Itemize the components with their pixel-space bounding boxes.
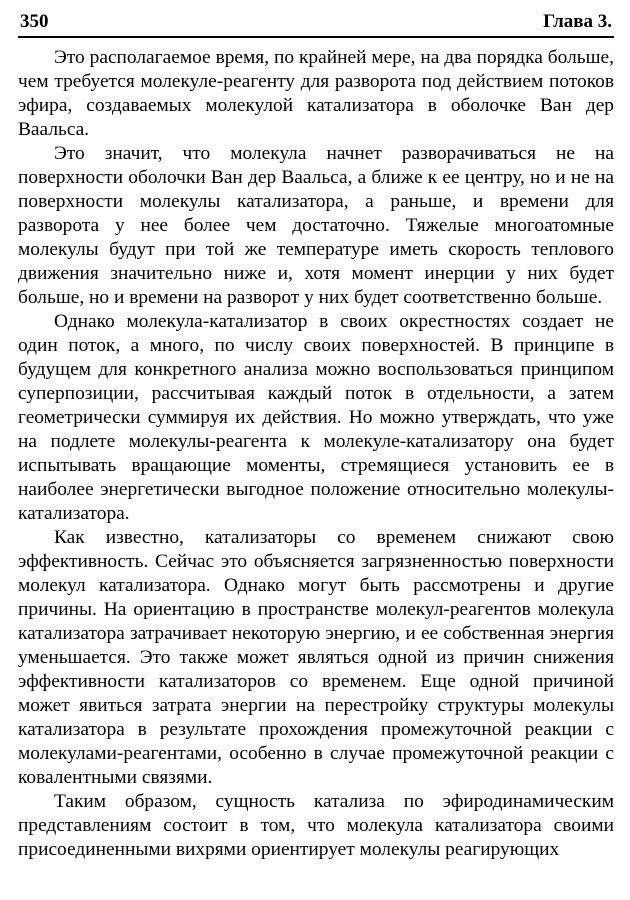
- running-header: [18, 10, 614, 38]
- paragraph-4: Как известно, катализаторы со временем снижают свою эффективность. Сейчас это объясняется загрязненностью поверхности молекул катализатора. Однако могут быть рассмотрены и другие причины. На ориентацию в пространстве молекул-реагентов молекула катализатора затрачивает некоторую энергию, и ее собственная энергия уменьшается. Это также может являться одной из причин снижения эффективности катализаторов со временем. Еще одной причиной может явиться затрата энергии на перестройку структуры молекулы катализатора в результате прохождения промежуточной реакции с молекулами-реагентами, особенно в случае промежуточной реакции с ковалентными связями.: [18, 527, 614, 788]
- paragraph-2: Это значит, что молекула начнет разворачиваться не на поверхности оболочки Ван дер Ваальса, а ближе к ее центру, но и не на поверхности молекулы катализатора, а раньше, и времени для разворота у нее более чем достаточно. Тяжелые многоатомные молекулы будут при той же температуре иметь скорость теплового движения значительно ниже и, хотя момент инерции у них будет больше, но и времени на разворот у них будет соответственно больше.: [18, 143, 614, 308]
- body-text: [18, 46, 614, 862]
- chapter-title: Глава 3.: [543, 11, 612, 32]
- paragraph-1: Это располагаемое время, по крайней мере, на два порядка больше, чем требуется молекуле-реагенту для разворота под действием потоков эфира, создаваемых молекулой катализатора в оболочке Ван дер Ваальса.: [18, 47, 614, 140]
- paragraph-5: Таким образом, сущность катализа по эфиродинамическим представлениям состоит в том, что молекула катализатора своими присоединенными вихрями ориентирует молекулы реагирующих: [18, 791, 614, 860]
- page-number: 350: [20, 11, 49, 32]
- book-page: [18, 10, 614, 862]
- paragraph-3: Однако молекула-катализатор в своих окрестностях создает не один поток, а много, по числу своих поверхностей. В принципе в будущем для конкретного анализа можно воспользоваться принципом суперпозиции, рассчитывая каждый поток в отдельности, а затем геометрически суммируя их действия. Но можно утверждать, что уже на подлете молекулы-реагента к молекуле-катализатору она будет испытывать вращающие моменты, стремящиеся установить ее в наиболее энергетически выгодное положение относительно молекулы-катализатора.: [18, 311, 614, 524]
